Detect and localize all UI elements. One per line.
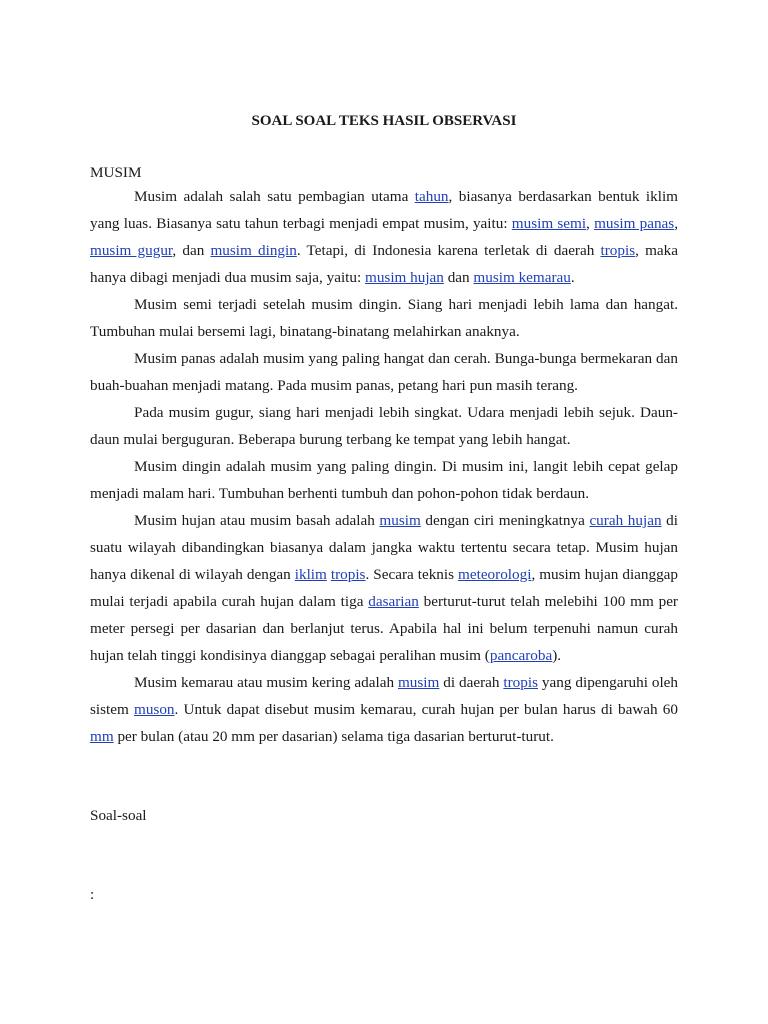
section-heading: MUSIM — [90, 164, 142, 181]
inline-link[interactable]: musim kemarau — [473, 269, 571, 286]
paragraph — [90, 507, 678, 669]
inline-link[interactable]: musim gugur — [90, 242, 173, 259]
inline-link[interactable]: musim — [397, 674, 440, 691]
paragraph-text: Pada musim gugur, siang hari menjadi lebih singkat. Udara menjadi lebih sejuk. Daun-daun mulai berguguran. Beberapa burung terbang ke tempat yang lebih hangat. — [90, 404, 678, 448]
paragraph-text: di suatu wilayah dibandingkan biasanya dalam jangka waktu tertentu secara tetap. Musim hujan hanya dikenal di wilayah dengan — [90, 512, 678, 583]
paragraph — [90, 669, 678, 750]
paragraph-text: di daerah — [439, 674, 504, 691]
paragraph-text: per bulan (atau 20 mm per dasarian) selama tiga dasarian berturut-turut. — [113, 728, 554, 745]
paragraph-text: ). — [552, 647, 562, 664]
inline-link[interactable]: tropis — [600, 242, 636, 259]
inline-link[interactable]: muson — [134, 701, 175, 718]
paragraph-text: yang dipengaruhi oleh sistem — [90, 674, 678, 718]
paragraph-text: , maka hanya dibagi menjadi dua musim saja, yaitu: — [90, 242, 678, 286]
paragraph-text: Musim semi terjadi setelah musim dingin. Siang hari menjadi lebih lama dan hangat. Tumbuhan mulai bersemi lagi, binatang-binatang melahirkan anaknya. — [90, 296, 678, 340]
paragraph-text: . Tetapi, di Indonesia karena terletak di daerah — [296, 242, 601, 259]
inline-link[interactable]: musim dingin — [210, 242, 297, 259]
paragraph-text: Musim dingin adalah musim yang paling dingin. Di musim ini, langit lebih cepat gelap menjadi malam hari. Tumbuhan berhenti tumbuh dan pohon-pohon tidak berdaun. — [90, 458, 678, 502]
inline-link[interactable]: iklim — [294, 566, 327, 583]
inline-link[interactable]: meteorologi — [458, 566, 532, 583]
inline-link[interactable]: curah hujan — [589, 512, 662, 529]
paragraph-text: Musim hujan atau musim basah adalah — [134, 512, 380, 529]
paragraph-text: Musim kemarau atau musim kering adalah — [134, 674, 398, 691]
paragraph — [90, 345, 678, 399]
paragraph-text: . Untuk dapat disebut musim kemarau, curah hujan per bulan harus di bawah 60 — [174, 701, 678, 718]
inline-link[interactable]: pancaroba — [489, 647, 553, 664]
paragraph-text: dengan ciri meningkatnya — [420, 512, 590, 529]
inline-link[interactable]: mm — [90, 728, 114, 745]
inline-link[interactable]: tropis — [503, 674, 538, 691]
inline-link[interactable]: tropis — [330, 566, 366, 583]
inline-link[interactable]: dasarian — [368, 593, 419, 610]
soal-heading: Soal-soal — [90, 807, 147, 824]
inline-link[interactable]: musim — [379, 512, 421, 529]
paragraph-text: berturut-turut telah melebihi 100 mm per meter persegi per dasarian dan berlanjut terus. Apabila hal ini belum terpenuhi namun curah hujan telah tinggi kondisinya dianggap sebagai peralihan musim ( — [90, 593, 678, 664]
paragraph-text: Musim panas adalah musim yang paling hangat dan cerah. Bunga-bunga bermekaran dan buah-buahan menjadi matang. Pada musim panas, petang hari pun masih terang. — [90, 350, 678, 394]
paragraph — [90, 183, 678, 291]
body-text — [90, 183, 678, 750]
answer-marker: : — [90, 886, 95, 903]
inline-link[interactable]: musim hujan — [365, 269, 444, 286]
paragraph — [90, 453, 678, 507]
paragraph-text: , dan — [172, 242, 211, 259]
paragraph-text: , — [586, 215, 595, 232]
document-title: SOAL SOAL TEKS HASIL OBSERVASI — [251, 113, 517, 129]
paragraph-text: Musim adalah salah satu pembagian utama — [134, 188, 415, 205]
paragraph-text: . Secara teknis — [365, 566, 459, 583]
paragraph-text: , musim hujan dianggap mulai terjadi apabila curah hujan dalam tiga — [90, 566, 679, 610]
paragraph-text: , — [674, 215, 679, 232]
paragraph-text: . — [570, 269, 575, 286]
inline-link[interactable]: musim semi — [511, 215, 587, 232]
paragraph — [90, 399, 678, 453]
inline-link[interactable]: musim panas — [594, 215, 675, 232]
paragraph-text: , biasanya berdasarkan bentuk iklim yang luas. Biasanya satu tahun terbagi menjadi empat musim, yaitu: — [90, 188, 678, 232]
paragraph-text: dan — [443, 269, 474, 286]
paragraph — [90, 291, 678, 345]
inline-link[interactable]: tahun — [414, 188, 449, 205]
